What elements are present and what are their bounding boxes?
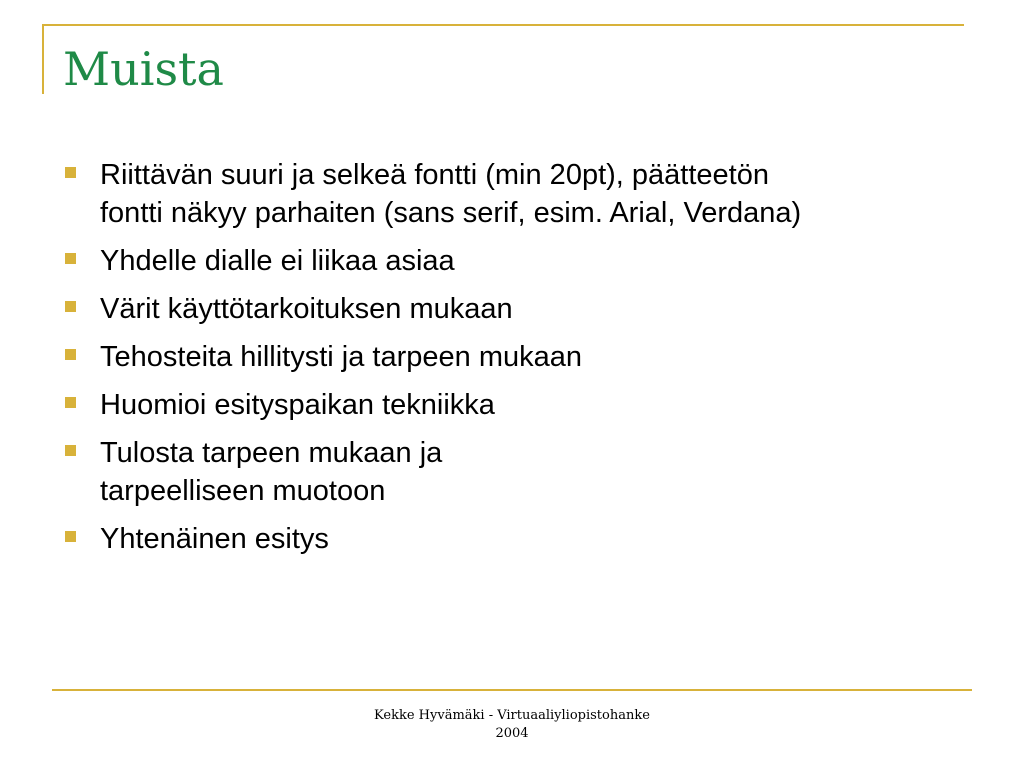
slide-title: Muista [63,42,224,96]
bullet-text-line: Tehosteita hillitysti ja tarpeen mukaan [100,341,582,373]
slide-footer [312,707,712,743]
bullet-text-line: Yhtenäinen esitys [100,523,329,555]
square-bullet-icon [65,397,76,408]
square-bullet-icon [65,167,76,178]
footer-rule [52,689,972,691]
bullet-item [62,156,1012,232]
bullet-text-line: Riittävän suuri ja selkeä fontti (min 20pt), päätteetön [100,159,769,191]
bullet-item [62,520,1012,558]
bullet-text-line: tarpeelliseen muotoon [100,475,386,507]
square-bullet-icon [65,301,76,312]
bullet-text-line: Yhdelle dialle ei liikaa asiaa [100,245,455,277]
bullet-item [62,386,1012,424]
bullet-text-line: Huomioi esityspaikan tekniikka [100,389,495,421]
bullet-list [62,156,1012,568]
frame-top-rule [42,24,964,26]
frame-left-rule [42,24,44,94]
square-bullet-icon [65,531,76,542]
footer-author-line: Kekke Hyvämäki - Virtuaaliyliopistohanke [374,708,650,723]
bullet-item [62,242,1012,280]
bullet-item [62,290,1012,328]
square-bullet-icon [65,253,76,264]
bullet-item [62,338,1012,376]
square-bullet-icon [65,445,76,456]
bullet-text-line: Värit käyttötarkoituksen mukaan [100,293,513,325]
bullet-text-line: Tulosta tarpeen mukaan ja [100,437,443,469]
square-bullet-icon [65,349,76,360]
bullet-text-line: fontti näkyy parhaiten (sans serif, esim. Arial, Verdana) [100,197,802,229]
bullet-item [62,434,1012,510]
footer-year-line: 2004 [495,726,529,741]
